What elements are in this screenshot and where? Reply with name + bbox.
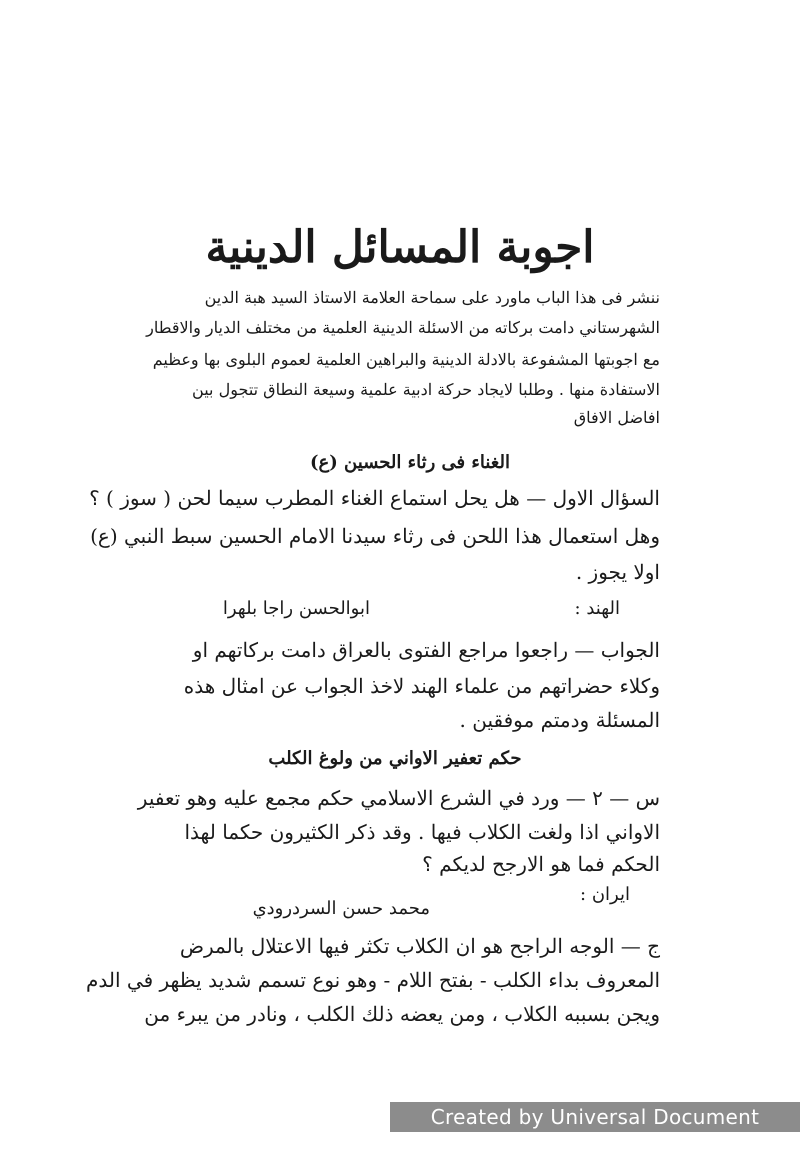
answer-line: ج — الوجه الراجح هو ان الكلاب تكثر فيها الاعتلال بالمرض — [179, 934, 660, 958]
intro-line: الاستفادة منها . وطلبا لايجاد حركة ادبية علمية وسيعة النطاق تتجول بين — [192, 380, 660, 399]
asker-name: ابوالحسن راجا بلهرا — [222, 598, 370, 619]
intro-line: افاضل الافاق — [573, 408, 660, 427]
asker-place: ايران : — [580, 884, 630, 905]
page-title: اجوبة المسائل الدينية — [205, 222, 595, 273]
intro-line: الشهرستاني دامت بركاته من الاسئلة الدينية العلمية من مختلف الديار والاقطار — [146, 318, 660, 337]
converter-watermark: Created by Universal Document Converter — [390, 1102, 800, 1132]
answer-line: الجواب — راجعوا مراجع الفتوى بالعراق دامت بركاتهم او — [192, 638, 660, 662]
question-line: السؤال الاول — هل يحل استماع الغناء المطرب سيما لحن ( سوز ) ؟ — [89, 486, 660, 510]
question-line: س — ٢ — ورد في الشرع الاسلامي حكم مجمع عليه وهو تعفير — [137, 786, 660, 810]
question-line: الحكم فما هو الارجح لديكم ؟ — [422, 852, 660, 876]
answer-line: المسئلة ودمتم موفقين . — [459, 708, 660, 732]
question-line: وهل استعمال هذا اللحن فى رثاء سيدنا الامام الحسين سبط النبي (ع) — [90, 524, 660, 548]
question-line: الاواني اذا ولغت الكلاب فيها . وقد ذكر الكثيرون حكما لهذا — [184, 820, 660, 844]
intro-line: ننشر فى هذا الباب ماورد على سماحة العلامة الاستاذ السيد هبة الدين — [204, 288, 660, 307]
intro-line: مع اجوبتها المشفوعة بالادلة الدينية والبراهين العلمية لعموم البلوى بها وعظيم — [152, 350, 660, 369]
section-heading: حكم تعفير الاواني من ولوغ الكلب — [268, 748, 522, 769]
asker-name: محمد حسن السردرودي — [252, 898, 430, 919]
answer-line: وكلاء حضراتهم من علماء الهند لاخذ الجواب عن امثال هذه — [183, 674, 660, 698]
question-line: اولا يجوز . — [575, 560, 660, 584]
section-heading: الغناء فى رثاء الحسين (ع) — [310, 452, 510, 473]
asker-place: الهند : — [574, 598, 620, 619]
answer-line: المعروف بداء الكلب - بفتح اللام - وهو نوع تسمم شديد يظهر في الدم — [86, 968, 660, 992]
answer-line: ويجن بسببه الكلاب ، ومن يعضه ذلك الكلب ، ونادر من يبرء من — [144, 1002, 660, 1026]
